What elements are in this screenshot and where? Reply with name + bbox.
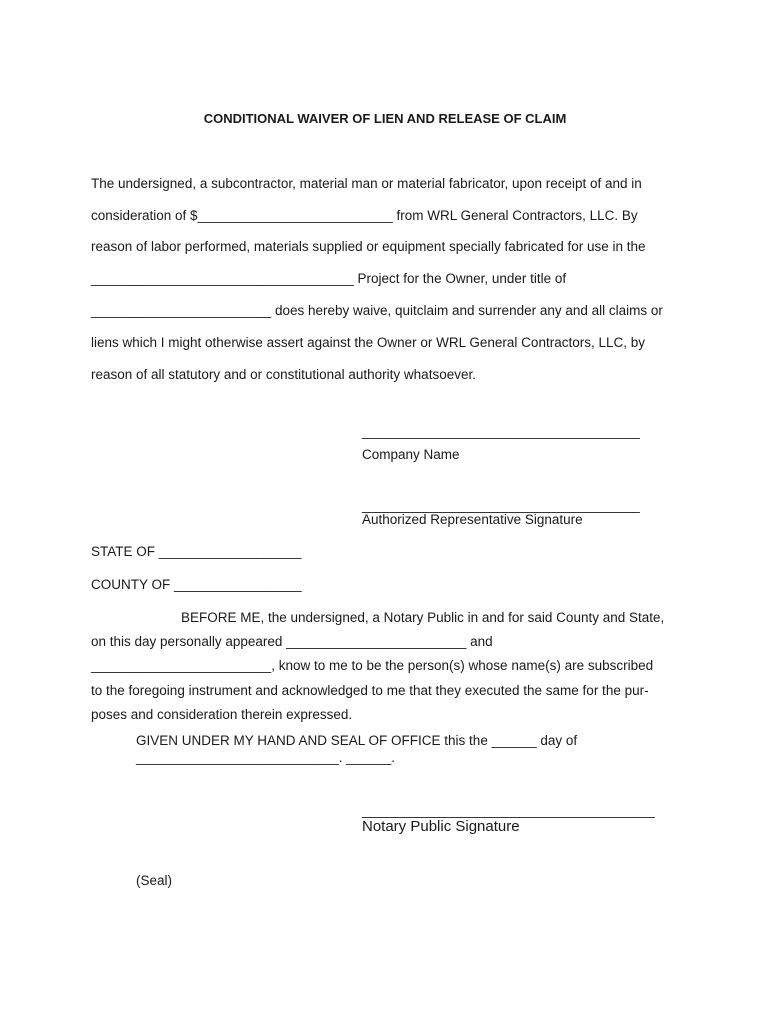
given-line-1: GIVEN UNDER MY HAND AND SEAL OF OFFICE this the ______ day of [136,733,578,748]
county-line: COUNTY OF _________________ [91,577,302,592]
notary-line-3: ________________________, know to me to be the person(s) whose name(s) are subscribed [91,658,654,673]
signature-label: Authorized Representative Signature [362,512,583,527]
body-line-1: The undersigned, a subcontractor, material man or material fabricator, upon receipt of and in [91,176,642,191]
given-line-2: ___________________________. ______. [136,750,396,765]
body-line-5: ________________________ does hereby waive, quitclaim and surrender any and all claims or [91,303,663,318]
notary-signature-line: _______________________________________ [362,803,655,818]
body-line-6: liens which I might otherwise assert against the Owner or WRL General Contractors, LLC, by [91,335,645,350]
signature-line: _____________________________________ [362,498,640,513]
seal-label: (Seal) [136,873,173,888]
notary-line-4: to the foregoing instrument and acknowledged to me that they executed the same for the pur- [91,683,649,698]
notary-line-5: poses and consideration therein expressed. [91,707,353,722]
notary-line-1: BEFORE ME, the undersigned, a Notary Public in and for said County and State, [181,610,665,625]
company-name-label: Company Name [362,447,460,462]
notary-line-2: on this day personally appeared ________________________ and [91,634,493,649]
body-line-7: reason of all statutory and or constitutional authority whatsoever. [91,367,476,382]
body-line-3: reason of labor performed, materials supplied or equipment specially fabricated for use in the [91,239,646,254]
notary-signature-label: Notary Public Signature [362,818,520,835]
body-line-4: ___________________________________ Project for the Owner, under title of [91,271,567,286]
body-line-2: consideration of $__________________________ from WRL General Contractors, LLC. By [91,208,638,223]
document-title: CONDITIONAL WAIVER OF LIEN AND RELEASE OF CLAIM [203,111,567,126]
company-name-line: _____________________________________ [362,424,640,439]
state-line: STATE OF ___________________ [91,544,302,559]
